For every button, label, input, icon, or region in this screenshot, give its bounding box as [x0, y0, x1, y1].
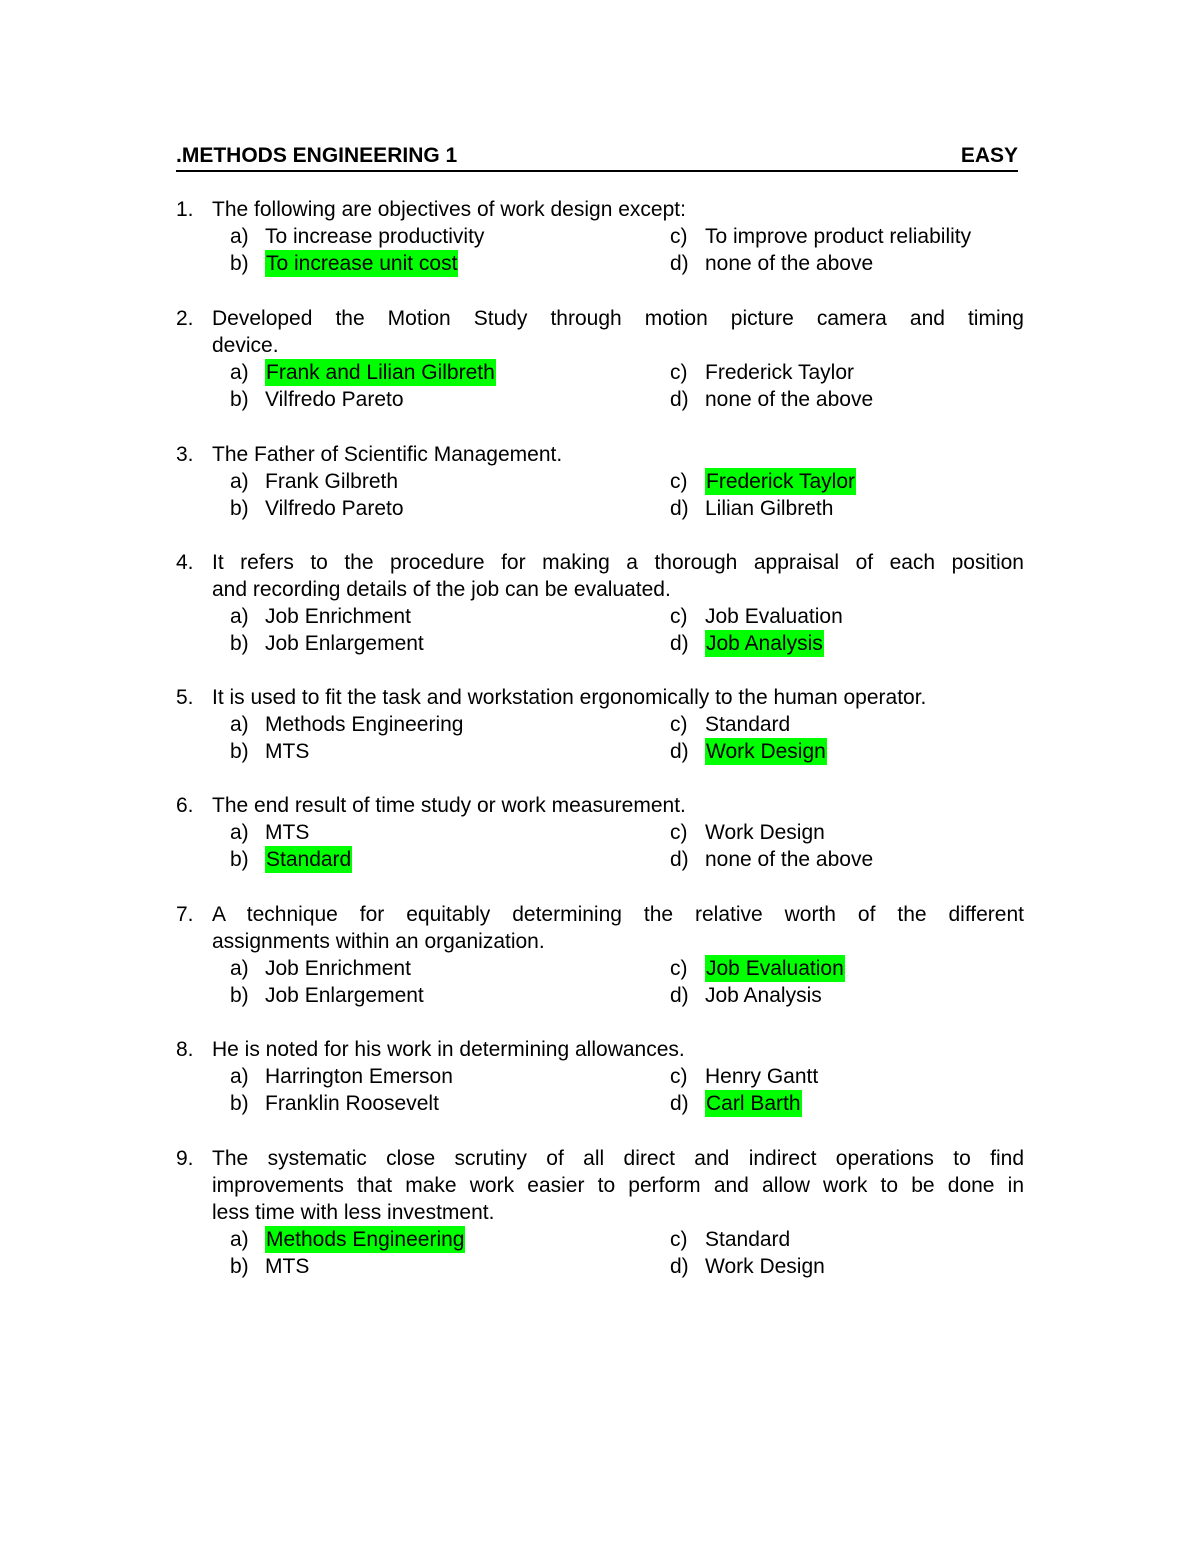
- question-number: 6.: [176, 794, 194, 817]
- question-stem-line-2: and recording details of the job can be evaluated.: [212, 578, 671, 601]
- option-letter: c): [670, 1065, 688, 1088]
- option-text: MTS: [265, 740, 310, 763]
- question-stem-line-1: A technique for equitably determining the relative worth of the different: [212, 903, 1024, 926]
- question-number: 4.: [176, 551, 194, 574]
- question-1: [176, 196, 1024, 277]
- question-number: 9.: [176, 1147, 194, 1170]
- question-number: 2.: [176, 307, 194, 330]
- option-letter: d): [670, 388, 689, 411]
- question-stem-line-2: assignments within an organization.: [212, 930, 545, 953]
- option-text: MTS: [265, 821, 310, 844]
- option-letter: c): [670, 470, 688, 493]
- option-text: none of the above: [705, 252, 874, 275]
- option-text: Job Analysis: [705, 984, 822, 1007]
- option-letter: b): [230, 984, 249, 1007]
- answer-options: [176, 468, 1024, 522]
- option-letter: c): [670, 821, 688, 844]
- option-letter: a): [230, 605, 249, 628]
- document-title: .METHODS ENGINEERING 1: [176, 144, 458, 167]
- answer-options: [176, 223, 1024, 277]
- option-text: none of the above: [705, 388, 874, 411]
- option-text: Harrington Emerson: [265, 1065, 453, 1088]
- answer-options: [176, 819, 1024, 873]
- question-2: [176, 305, 1024, 413]
- option-text: Standard: [705, 713, 791, 736]
- question-number: 8.: [176, 1038, 194, 1061]
- answer-options: [176, 359, 1024, 413]
- question-number: 7.: [176, 903, 194, 926]
- question-8: [176, 1036, 1024, 1117]
- option-letter: b): [230, 632, 249, 655]
- answer-options: [176, 711, 1024, 765]
- option-text: Vilfredo Pareto: [265, 388, 404, 411]
- question-3: [176, 441, 1024, 522]
- correct-answer-highlight: Carl Barth: [706, 1092, 801, 1115]
- correct-answer-highlight: Frederick Taylor: [706, 470, 855, 493]
- option-letter: a): [230, 1065, 249, 1088]
- question-stem: The end result of time study or work measurement.: [212, 794, 686, 817]
- question-stem: The Father of Scientific Management.: [212, 443, 563, 466]
- option-text: Frank Gilbreth: [265, 470, 399, 493]
- option-letter: d): [670, 1092, 689, 1115]
- question-number: 5.: [176, 686, 194, 709]
- correct-answer-highlight: Job Analysis: [706, 632, 823, 655]
- question-stem-line-1: The systematic close scrutiny of all direct and indirect operations to find: [212, 1147, 1024, 1170]
- option-text: Methods Engineering: [265, 713, 464, 736]
- option-text: Job Enlargement: [265, 632, 424, 655]
- option-text: Job Enrichment: [265, 957, 411, 980]
- option-letter: c): [670, 605, 688, 628]
- option-letter: c): [670, 361, 688, 384]
- option-letter: a): [230, 1228, 249, 1251]
- correct-answer-highlight: Job Evaluation: [706, 957, 844, 980]
- correct-answer-highlight: Frank and Lilian Gilbreth: [266, 361, 495, 384]
- option-text: Work Design: [705, 821, 825, 844]
- option-text: To improve product reliability: [705, 225, 972, 248]
- correct-answer-highlight: To increase unit cost: [266, 252, 458, 275]
- option-letter: a): [230, 821, 249, 844]
- answer-options: [176, 1063, 1024, 1117]
- question-5: [176, 684, 1024, 765]
- answer-options: [176, 1226, 1024, 1280]
- option-letter: b): [230, 848, 249, 871]
- answer-options: [176, 603, 1024, 657]
- option-letter: a): [230, 713, 249, 736]
- question-stem-line-3: less time with less investment.: [212, 1201, 495, 1224]
- option-letter: c): [670, 957, 688, 980]
- correct-answer-highlight: Standard: [266, 848, 352, 871]
- option-text: Work Design: [705, 1255, 825, 1278]
- option-text: Lilian Gilbreth: [705, 497, 834, 520]
- option-letter: d): [670, 1255, 689, 1278]
- question-number: 3.: [176, 443, 194, 466]
- option-letter: a): [230, 361, 249, 384]
- question-stem: It is used to fit the task and workstation ergonomically to the human operator.: [212, 686, 927, 709]
- question-number: 1.: [176, 198, 194, 221]
- option-text: Job Enlargement: [265, 984, 424, 1007]
- option-letter: d): [670, 740, 689, 763]
- option-text: Frederick Taylor: [705, 361, 854, 384]
- difficulty-label: EASY: [960, 144, 1018, 167]
- option-letter: d): [670, 497, 689, 520]
- option-letter: b): [230, 1255, 249, 1278]
- option-text: Franklin Roosevelt: [265, 1092, 439, 1115]
- option-letter: a): [230, 957, 249, 980]
- option-letter: b): [230, 388, 249, 411]
- question-stem: The following are objectives of work design except:: [212, 198, 686, 221]
- option-text: Standard: [705, 1228, 791, 1251]
- option-text: Henry Gantt: [705, 1065, 819, 1088]
- option-letter: b): [230, 252, 249, 275]
- correct-answer-highlight: Work Design: [706, 740, 826, 763]
- question-4: [176, 549, 1024, 657]
- option-letter: b): [230, 1092, 249, 1115]
- option-letter: b): [230, 497, 249, 520]
- option-letter: c): [670, 225, 688, 248]
- option-text: Job Evaluation: [705, 605, 843, 628]
- option-letter: a): [230, 470, 249, 493]
- answer-options: [176, 955, 1024, 1009]
- question-stem-line-1: It refers to the procedure for making a thorough appraisal of each position: [212, 551, 1024, 574]
- option-text: none of the above: [705, 848, 874, 871]
- question-stem: He is noted for his work in determining allowances.: [212, 1038, 685, 1061]
- question-7: [176, 901, 1024, 1009]
- question-stem-line-1: Developed the Motion Study through motion picture camera and timing: [212, 307, 1024, 330]
- option-letter: d): [670, 848, 689, 871]
- option-letter: d): [670, 984, 689, 1007]
- option-letter: d): [670, 252, 689, 275]
- option-letter: b): [230, 740, 249, 763]
- option-letter: d): [670, 632, 689, 655]
- option-text: Vilfredo Pareto: [265, 497, 404, 520]
- correct-answer-highlight: Methods Engineering: [266, 1228, 465, 1251]
- document-header: [176, 143, 1018, 172]
- question-stem-line-2: improvements that make work easier to perform and allow work to be done in: [212, 1174, 1024, 1197]
- question-6: [176, 792, 1024, 873]
- option-text: To increase productivity: [265, 225, 485, 248]
- option-text: Job Enrichment: [265, 605, 411, 628]
- option-letter: c): [670, 1228, 688, 1251]
- question-9: [176, 1145, 1024, 1280]
- option-text: MTS: [265, 1255, 310, 1278]
- option-letter: c): [670, 713, 688, 736]
- question-stem-line-2: device.: [212, 334, 279, 357]
- option-letter: a): [230, 225, 249, 248]
